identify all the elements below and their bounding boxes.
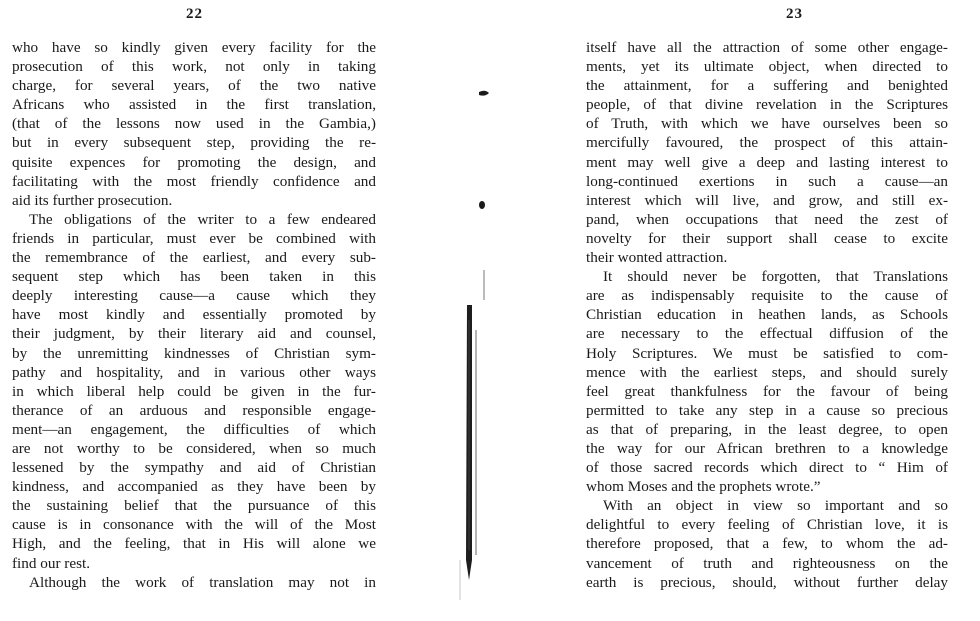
text-line: Africans who assisted in the first translation, xyxy=(12,96,376,114)
text-line: whom Moses and the prophets wrote.” xyxy=(586,478,821,496)
text-line: charge, for several years, of the two native xyxy=(12,77,376,95)
text-line: prosecution of this work, not only in taking xyxy=(12,58,376,76)
text-line: ment may well give a deep and lasting interest to xyxy=(586,153,948,171)
left-page-text xyxy=(12,38,376,592)
text-line: permitted to take any step in a cause so precious xyxy=(586,401,948,419)
text-line: lessened by the sympathy and aid of Christian xyxy=(12,459,376,477)
text-line: quisite expences for promoting the design, and xyxy=(12,153,376,171)
text-line: The obligations of the writer to a few endeared xyxy=(29,210,376,228)
text-line: are necessary to the effectual diffusion of the xyxy=(586,325,948,343)
text-line: With an object in view so important and so xyxy=(603,497,948,515)
left-page xyxy=(0,0,470,621)
text-line: in which liberal help could be given in the fur- xyxy=(12,382,376,400)
text-line: the remembrance of the earliest, and every sub- xyxy=(12,249,376,267)
text-line: Although the work of translation may not in xyxy=(29,573,376,591)
text-line: deeply interesting cause—a cause which they xyxy=(12,287,376,305)
ink-speck xyxy=(479,91,489,96)
text-line: sequent step which has been taken in this xyxy=(12,268,376,286)
text-line: are as indispensably requisite to the cause of xyxy=(586,287,948,305)
text-line: delightful to every feeling of Christian love, it is xyxy=(586,516,948,534)
text-line: earth is precious, should, without further delay xyxy=(586,573,948,591)
text-line: but in every subsequent step, providing the re- xyxy=(12,134,376,152)
text-line: their wonted attraction. xyxy=(586,249,728,267)
text-line: of those sacred records which direct to “ Him of xyxy=(586,459,948,477)
text-line: friends in particular, must ever be combined with xyxy=(12,229,376,247)
text-line: pand, when occupations that need the zest of xyxy=(586,210,948,228)
text-line: of Truth, with which we have ourselves been so xyxy=(586,115,948,133)
text-line: the attainment, for a suffering and benighted xyxy=(586,77,948,95)
right-page-text xyxy=(586,38,948,592)
text-line: mence with the earliest steps, and should surely xyxy=(586,363,948,381)
text-line: find our rest. xyxy=(12,554,91,572)
text-line: itself have all the attraction of some other engage- xyxy=(586,39,948,56)
text-line: ments, yet its ultimate object, when directed to xyxy=(586,58,948,76)
text-line: therefore proposed, that a few, to whom the ad- xyxy=(586,535,948,553)
text-line: novelty for their support shall cease to excite xyxy=(586,229,948,247)
left-page-number: 22 xyxy=(186,6,203,22)
text-line: as that of preparing, in the least degree, to open xyxy=(586,420,948,438)
text-line: their judgment, by their literary aid and counsel, xyxy=(12,325,376,343)
text-line: people, of that divine revelation in the Scriptures xyxy=(586,96,948,114)
text-line: are not worthy to be considered, when so much xyxy=(12,439,376,457)
text-line: have most kindly and essentially promoted by xyxy=(12,306,376,324)
text-line: who have so kindly given every facility for the xyxy=(12,39,376,56)
text-line: pathy and hospitality, and in various other ways xyxy=(12,363,376,381)
ink-speck xyxy=(479,201,485,209)
text-line: the sustaining belief that the pursuance of this xyxy=(12,497,376,515)
text-line: facilitating with the most friendly confidence and xyxy=(12,172,376,190)
text-line: It should never be forgotten, that Translations xyxy=(603,268,948,286)
text-line: long-continued exertions in such a cause—an xyxy=(586,172,948,190)
text-line: cause is in consonance with the will of the Most xyxy=(12,516,376,534)
text-line: the way for our African brethren to a knowledge xyxy=(586,439,948,457)
text-line: High, and the feeling, that in His will alone we xyxy=(12,535,376,553)
right-page xyxy=(490,0,980,621)
text-line: vancement of truth and righteousness on the xyxy=(586,554,948,572)
text-line: by the unremitting kindnesses of Christian sym- xyxy=(12,344,376,362)
text-line: ment—an engagement, the difficulties of which xyxy=(12,420,376,438)
text-line: kindness, and accompanied as they have been by xyxy=(12,478,376,496)
text-line: Holy Scriptures. We must be satisfied to com- xyxy=(586,344,948,362)
right-page-number: 23 xyxy=(786,6,803,22)
text-line: (that of the lessons now used in the Gambia,) xyxy=(12,115,376,133)
text-line: aid its further prosecution. xyxy=(12,191,173,209)
text-line: mercifully favoured, the prospect of this attain- xyxy=(586,134,948,152)
text-line: therance of an arduous and responsible engage- xyxy=(12,401,376,419)
text-line: interest which will live, and grow, and still ex- xyxy=(586,191,948,209)
text-line: Christian education in heathen lands, as Schools xyxy=(586,306,948,324)
text-line: feel great thankfulness for the favour of being xyxy=(586,382,948,400)
